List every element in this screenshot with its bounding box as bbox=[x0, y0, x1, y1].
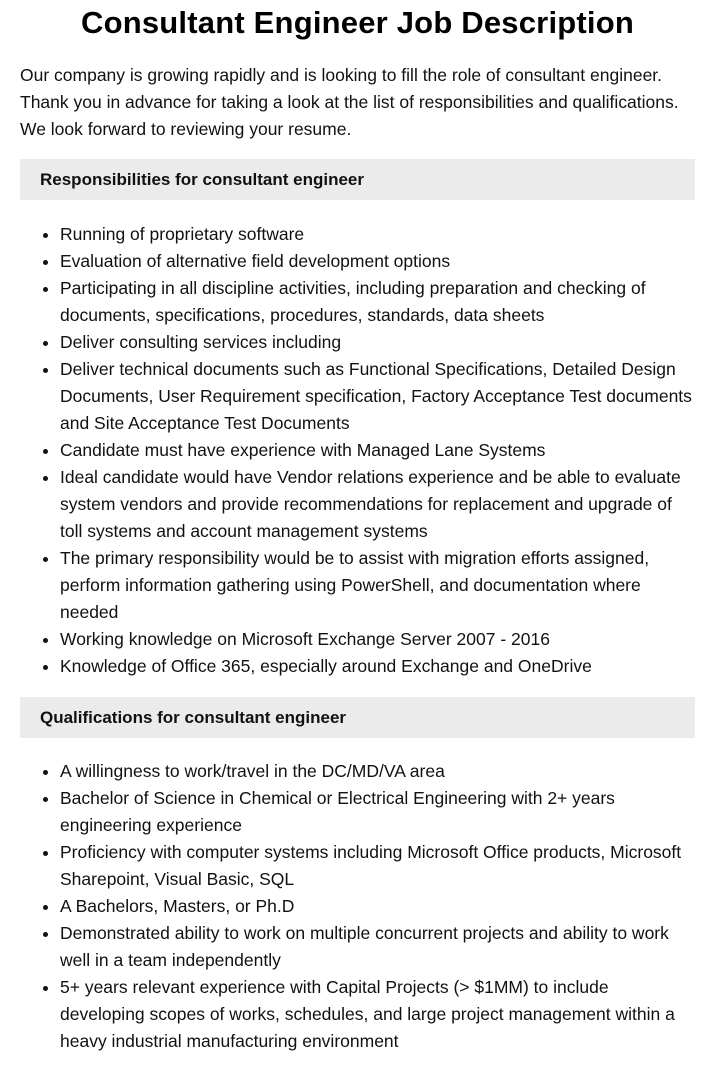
list-item: • Deliver technical documents such as Functional Specifications, Detailed Design Documents, User Requirement specification, Factory Acceptance Test documents and Site Acceptance Test Documents bbox=[60, 356, 695, 437]
qualifications-list bbox=[20, 758, 695, 1055]
intro-paragraph: Our company is growing rapidly and is looking to fill the role of consultant engineer. Thank you in advance for taking a look at the list of responsibilities and qualifications. We look forward to reviewing your resume. bbox=[20, 65, 679, 139]
responsibilities-heading: Responsibilities for consultant engineer bbox=[20, 159, 695, 200]
list-item: • Demonstrated ability to work on multiple concurrent projects and ability to work well in a team independently bbox=[60, 920, 695, 974]
list-item: • Deliver consulting services including bbox=[60, 329, 695, 356]
list-item: • Working knowledge on Microsoft Exchange Server 2007 - 2016 bbox=[60, 626, 695, 653]
list-item: • Knowledge of Office 365, especially around Exchange and OneDrive bbox=[60, 653, 695, 680]
list-item: • The primary responsibility would be to assist with migration efforts assigned, perform information gathering using PowerShell, and documentation where needed bbox=[60, 545, 695, 626]
list-item: • Running of proprietary software bbox=[60, 221, 695, 248]
list-item: • A willingness to work/travel in the DC/MD/VA area bbox=[60, 758, 695, 785]
responsibilities-list bbox=[20, 221, 695, 680]
list-item: • Candidate must have experience with Managed Lane Systems bbox=[60, 437, 695, 464]
list-item: • 5+ years relevant experience with Capital Projects (> $1MM) to include developing scopes of works, schedules, and large project management within a heavy industrial manufacturing environment bbox=[60, 974, 695, 1055]
list-item: • Evaluation of alternative field development options bbox=[60, 248, 695, 275]
page-title: Consultant Engineer Job Description bbox=[81, 5, 634, 40]
list-item: • Participating in all discipline activities, including preparation and checking of documents, specifications, procedures, standards, data sheets bbox=[60, 275, 695, 329]
list-item: • Ideal candidate would have Vendor relations experience and be able to evaluate system vendors and provide recommendations for replacement and upgrade of toll systems and account management systems bbox=[60, 464, 695, 545]
list-item: • A Bachelors, Masters, or Ph.D bbox=[60, 893, 695, 920]
qualifications-heading: Qualifications for consultant engineer bbox=[20, 697, 695, 738]
list-item: • Proficiency with computer systems including Microsoft Office products, Microsoft Sharepoint, Visual Basic, SQL bbox=[60, 839, 695, 893]
list-item: • Bachelor of Science in Chemical or Electrical Engineering with 2+ years engineering experience bbox=[60, 785, 695, 839]
